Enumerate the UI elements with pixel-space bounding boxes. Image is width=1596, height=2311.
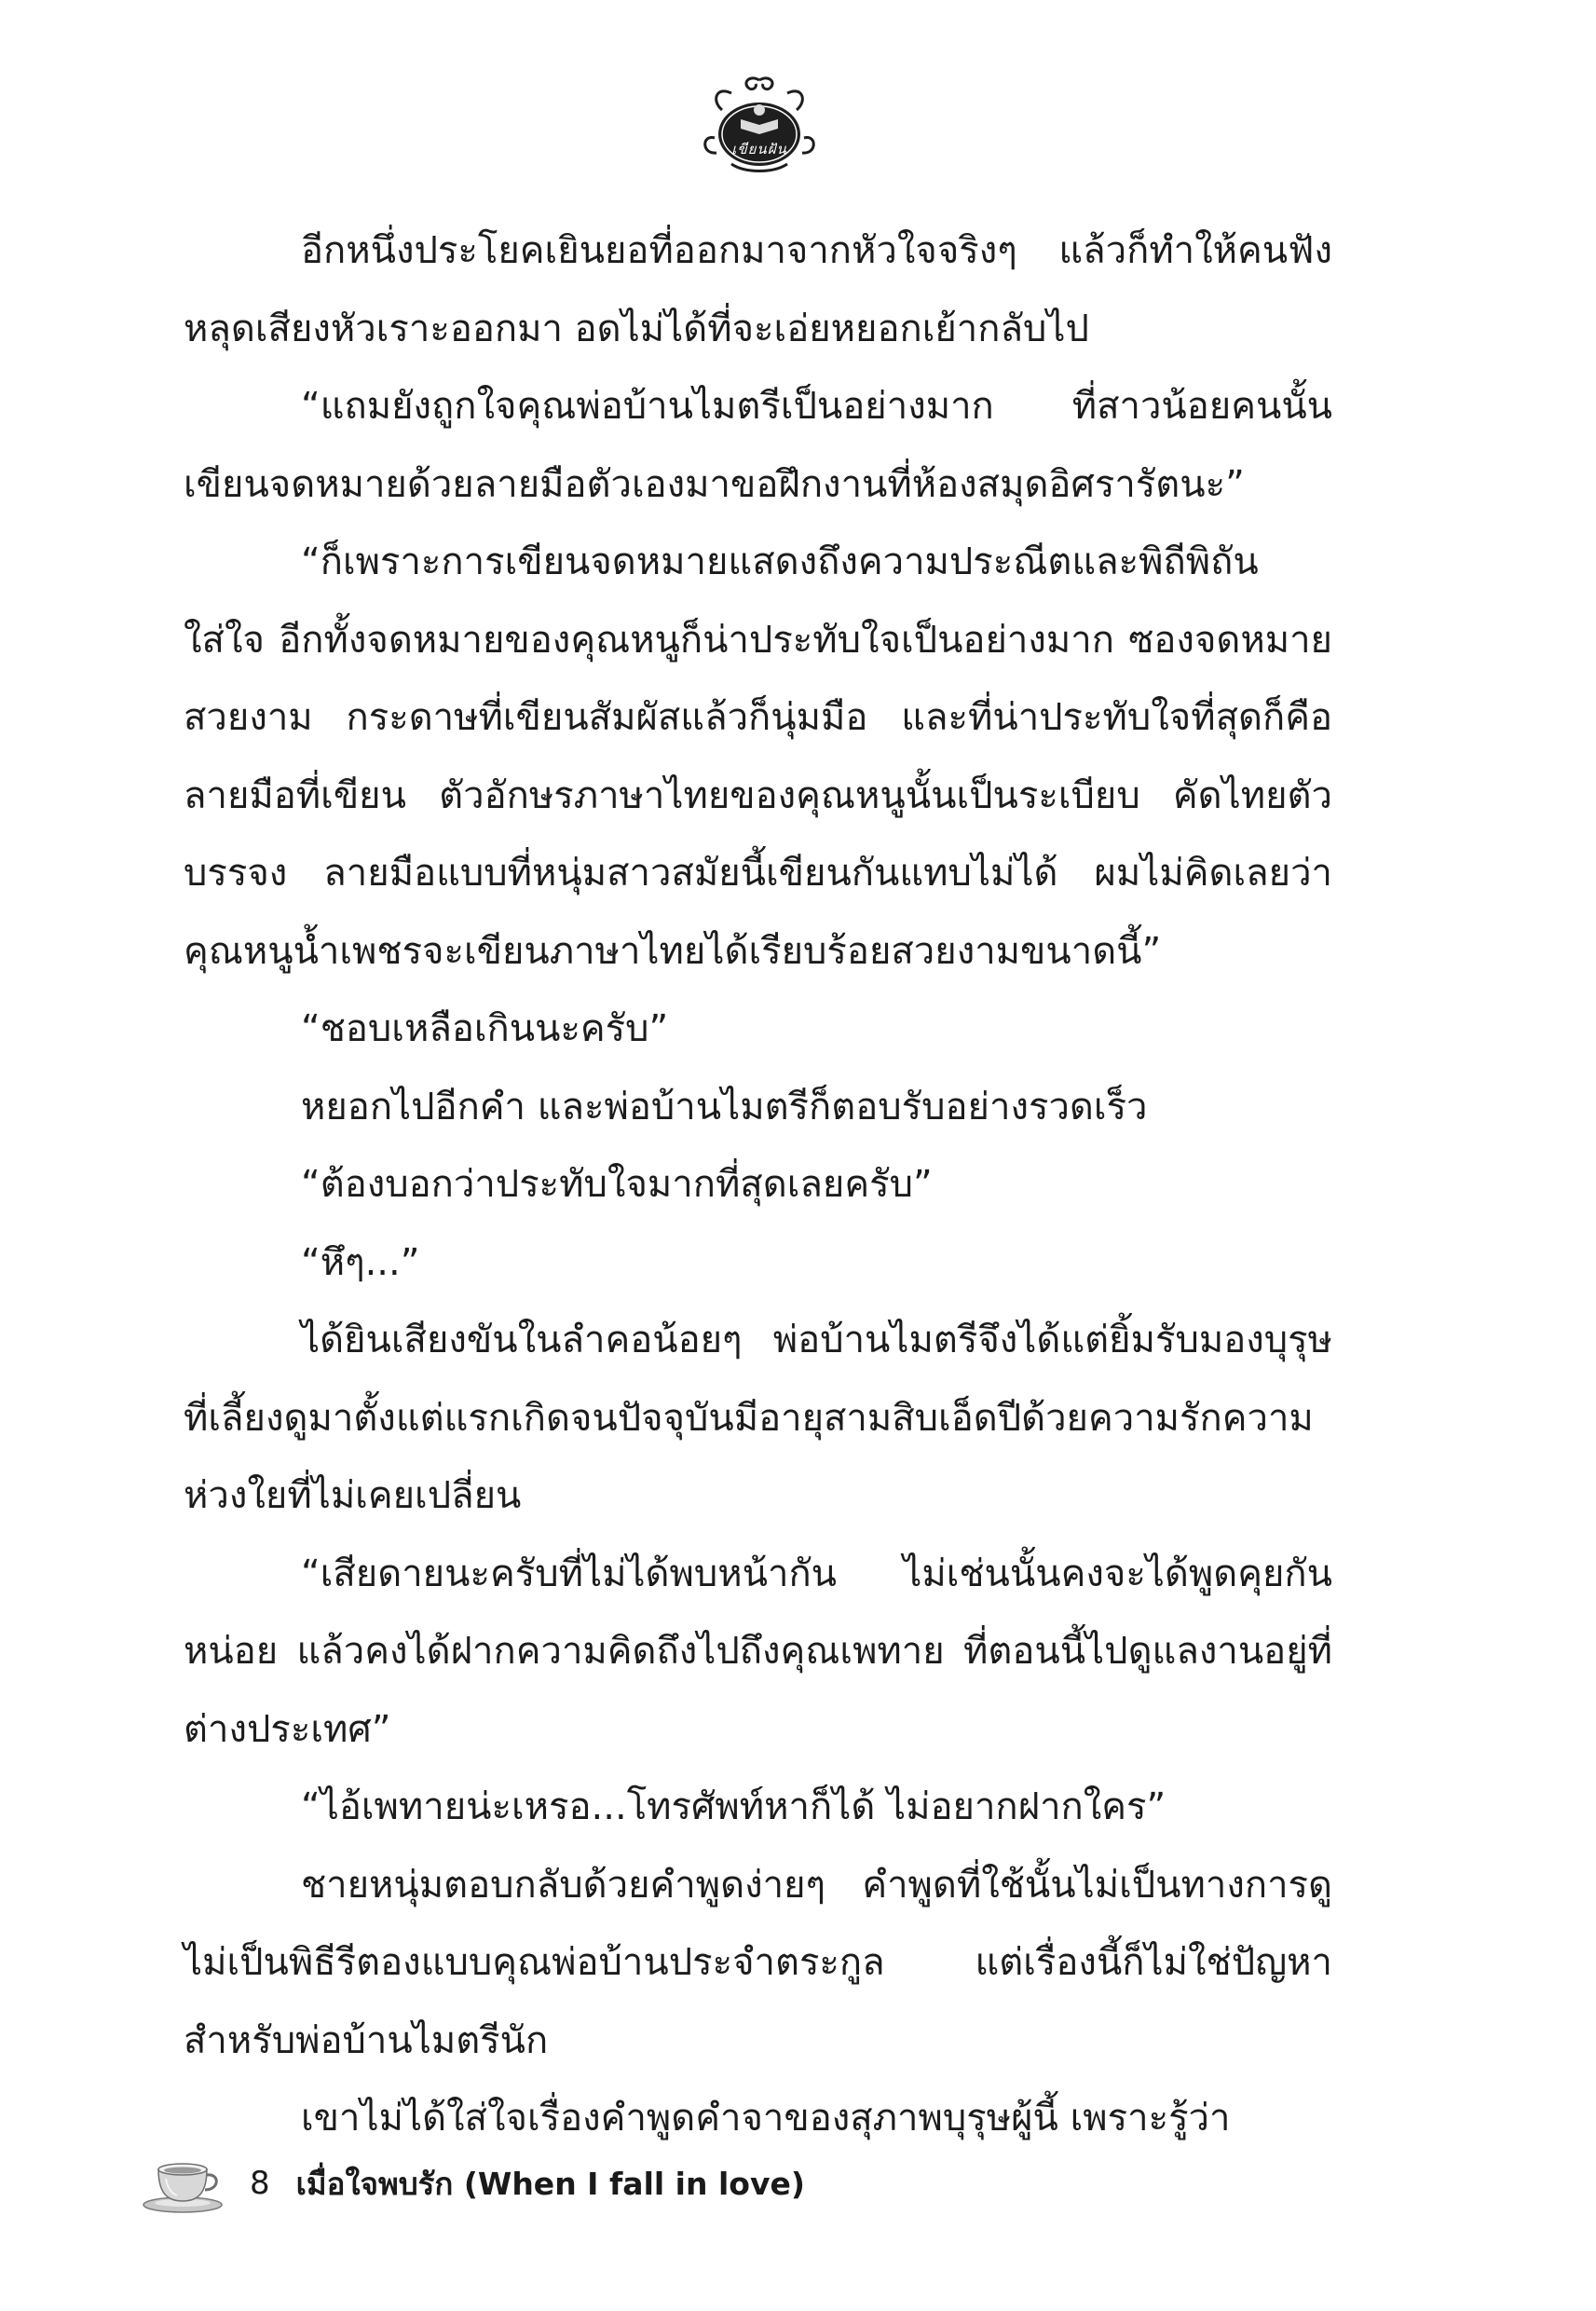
paragraph: ได้ยินเสียงขันในลำคอน้อยๆ พ่อบ้านไมตรีจึงได้แต่ยิ้มรับมองบุรุษที่เลี้ยงดูมาตั้งแต่แรกเกิดจนปัจจุบันมีอายุสามสิบเอ็ดปีด้วยความรักความห่วงใยที่ไม่เคยเปลี่ยน: [184, 1319, 1332, 1517]
paragraph: ชายหนุ่มตอบกลับด้วยคำพูดง่ายๆ คำพูดที่ใช้นั้นไม่เป็นทางการดูไม่เป็นพิธีรีตองแบบคุณพ่อบ้านประจำตระกูล แต่เรื่องนี้ก็ไม่ใช่ปัญหาสำหรับพ่อบ้านไมตรีนัก: [184, 1863, 1332, 2062]
paragraph: อีกหนึ่งประโยคเยินยอที่ออกมาจากหัวใจจริงๆ แล้วก็ทำให้คนฟังหลุดเสียงหัวเราะออกมา อดไม่ได้ที่จะเอ่ยหยอกเย้ากลับไป: [184, 229, 1332, 350]
publisher-logo: [694, 73, 825, 175]
book-title: เมื่อใจพบรัก (When I fall in love): [295, 2165, 805, 2202]
teacup-icon: [140, 2153, 225, 2214]
paragraph: “หึๆ...”: [301, 1240, 420, 1284]
paragraph: เขาไม่ได้ใส่ใจเรื่องคำพูดคำจาของสุภาพบุรุษผู้นี้ เพราะรู้ว่า: [301, 2097, 1231, 2140]
page-number: 8: [250, 2165, 270, 2202]
paragraph: “แถมยังถูกใจคุณพ่อบ้านไมตรีเป็นอย่างมาก ที่สาวน้อยคนนั้นเขียนจดหมายด้วยลายมือตัวเองมาขอฝึกงานที่ห้องสมุดอิศรารัตนะ”: [184, 385, 1332, 506]
paragraph: “ไอ้เพทายน่ะเหรอ...โทรศัพท์หาก็ได้ ไม่อยากฝากใคร”: [301, 1785, 1166, 1828]
body-text: [184, 212, 1332, 2158]
page-footer: [140, 2151, 805, 2216]
paragraph: หยอกไปอีกคำ และพ่อบ้านไมตรีก็ตอบรับอย่างรวดเร็ว: [301, 1085, 1148, 1128]
logo-text: เขียนฝัน: [731, 141, 787, 157]
paragraph: “ก็เพราะการเขียนจดหมายแสดงถึงความประณีตและพิถีพิถันใส่ใจ อีกทั้งจดหมายของคุณหนูก็น่าประทับใจเป็นอย่างมาก ซองจดหมายสวยงาม กระดาษที่เขียนสัมผัสแล้วก็นุ่มมือ และที่น่าประทับใจที่สุดก็คือลายมือที่เขียน ตัวอักษรภาษาไทยของคุณหนูนั้นเป็นระเบียบ คัดไทยตัวบรรจง ลายมือแบบที่หนุ่มสาวสมัยนี้เขียนกันแทบไม่ได้ ผมไม่คิดเลยว่าคุณหนูน้ำเพชรจะเขียนภาษาไทยได้เรียบร้อยสวยงามขนาดนี้”: [184, 540, 1332, 973]
paragraph: “เสียดายนะครับที่ไม่ได้พบหน้ากัน ไม่เช่นนั้นคงจะได้พูดคุยกันหน่อย แล้วคงได้ฝากความคิดถึงไปถึงคุณเพทาย ที่ตอนนี้ไปดูแลงานอยู่ที่ต่างประเทศ”: [184, 1552, 1332, 1751]
paragraph: “ต้องบอกว่าประทับใจมากที่สุดเลยครับ”: [301, 1163, 933, 1206]
paragraph: “ชอบเหลือเกินนะครับ”: [301, 1007, 669, 1050]
